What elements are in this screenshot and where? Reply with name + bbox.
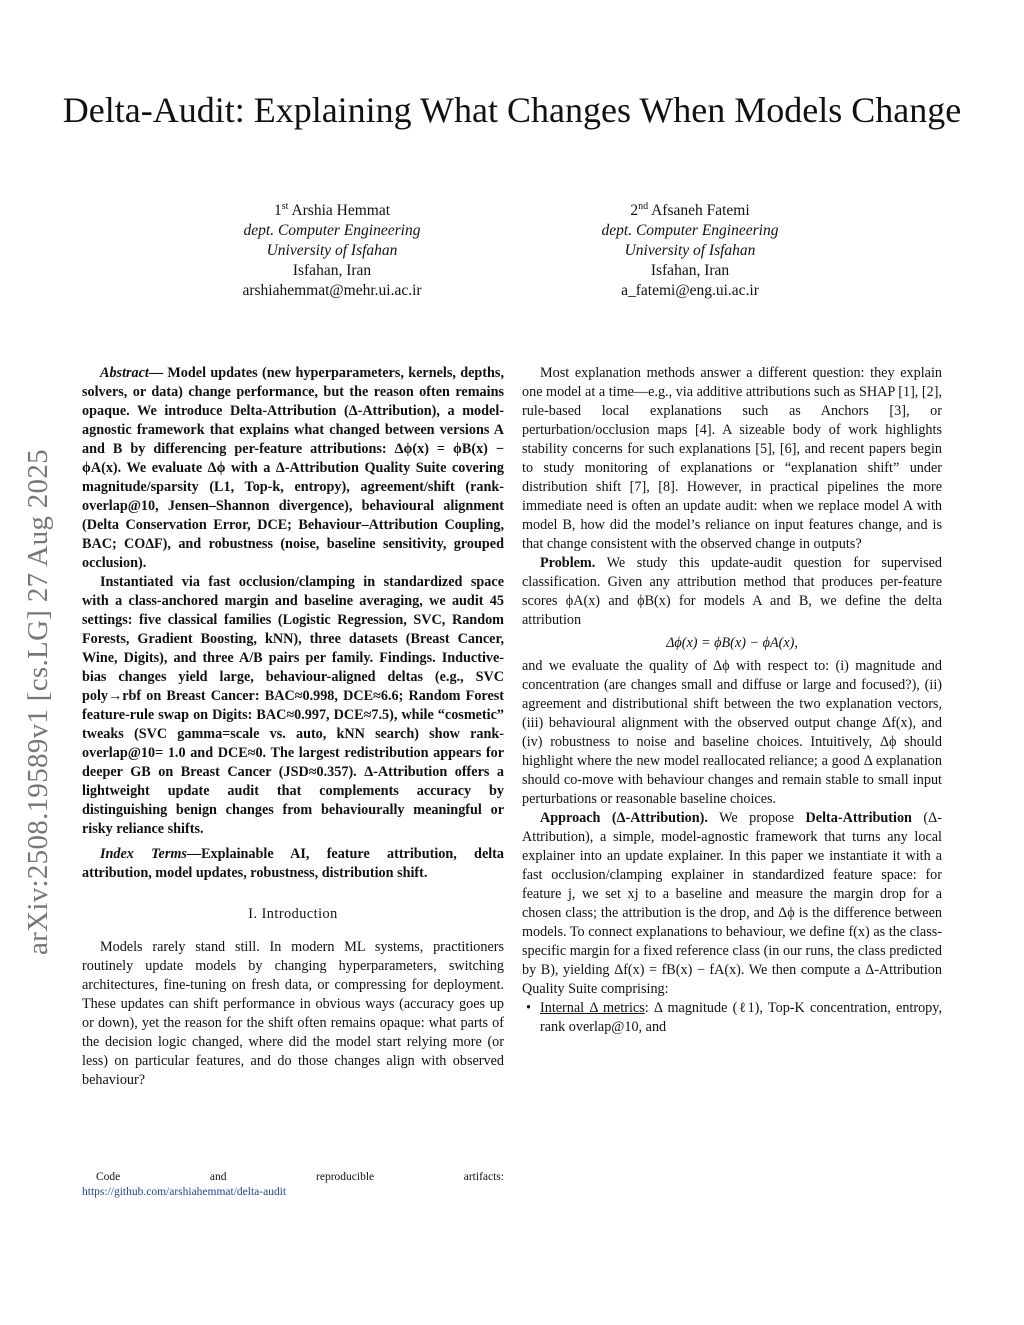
author-name: Afsaneh Fatemi	[651, 202, 750, 219]
author-block-1	[172, 201, 492, 301]
repository-link[interactable]: https://github.com/arshiahemmat/delta-audit	[82, 1186, 287, 1198]
abstract-paragraph-2: Instantiated via fast occlusion/clamping in standardized space with a class-anchored margin and baseline averaging, we audit 45 settings: five classical families (Logistic Regression, SVC, Random Forests, Gradient Boosting, kNN), three datasets (Breast Cancer, Wine, Digits), and three A/B pairs per family. Findings. Inductive-bias changes yield large, behaviour-aligned deltas (e.g., SVC poly→rbf on Breast Cancer: BAC≈0.998, DCE≈6.6; Random Forest feature-rule swap on Digits: BAC≈0.997, DCE≈7.5), while “cosmetic” tweaks (SVC gamma=scale vs. auto, kNN search) show rank-overlap@10= 1.0 and DCE≈0. The largest redistribution appears for deeper GB on Breast Cancer (JSD≈0.357). Δ-Attribution offers a lightweight update audit that complements accuracy by distinguishing benign changes from behaviourally meaningful or risky reliance shifts.	[82, 574, 504, 837]
delta-attribution-equation: Δϕ(x) = ϕB(x) − ϕA(x),	[666, 635, 798, 651]
author-block-2	[530, 201, 850, 301]
author-location: Isfahan, Iran	[650, 262, 730, 279]
index-terms: Index Terms—Explainable AI, feature attribution, delta attribution, model updates, robustness, distribution shift.	[82, 846, 504, 881]
approach-label: Approach (Δ-Attribution).	[540, 810, 708, 826]
intro-paragraph-2: Most explanation methods answer a different question: they explain one model at a time—e.g., via additive attributions such as SHAP [1], [2], rule-based local explanations such as Anchors [3], or perturbation/occlusion maps [4]. A sizeable body of work highlights stability concerns for such explanations [5], [6], and recent papers begin to study monitoring of explanations or “explanation shift” under distribution shift [7], [8]. However, in practical pipelines the more immediate need is often an update audit: when we replace model A with model B, how did the model’s reliance on input features change, and is that change consistent with the observed change in outputs?	[522, 365, 942, 552]
arxiv-stamp: arXiv:2508.19589v1 [cs.LG] 27 Aug 2025	[22, 449, 54, 955]
author-email[interactable]: arshiahemmat@mehr.ui.ac.ir	[242, 282, 422, 299]
list-item: • Internal Δ metrics: Δ magnitude (ℓ1), Top-K concentration, entropy, rank overlap@10, and	[540, 999, 942, 1037]
abstract-label: Abstract	[100, 365, 149, 381]
author-location: Isfahan, Iran	[292, 262, 372, 279]
index-terms-label: Index Terms	[100, 846, 187, 862]
author-university: University of Isfahan	[266, 242, 398, 259]
problem-paragraph: Problem. We study this update-audit question for supervised classification. Given any attribution method that produces per-feature scores ϕA(x) and ϕB(x) for models A and B, we define the delta attribution	[522, 555, 942, 628]
left-column	[82, 364, 504, 1090]
intro-paragraph-1: Models rarely stand still. In modern ML systems, practitioners routinely update models by changing hyperparameters, switching architectures, fine-tuning on fresh data, or compressing for deployment. These updates can shift performance in obvious ways (accuracy goes up or down), yet the reason for the shift often remains opaque: what parts of the decision logic changed, where did the model start relying more (or less) on particular features, and do those changes align with observed behaviour?	[82, 939, 504, 1088]
right-column	[522, 364, 942, 1037]
approach-paragraph: Approach (Δ-Attribution). We propose Delta-Attribution (Δ-Attribution), a simple, model-agnostic framework that turns any local explainer into an update explainer. In this paper we instantiate it with a fast occlusion/clamping explainer in standardized feature space: for feature j, we set xj to a baseline and measure the margin drop for a chosen class; the attribution is the drop, and Δϕ is the difference between models. To connect explanations to behaviour, we define f(x) as the class-specific margin for a fixed reference class (in our runs, the class predicted by B), yielding Δf(x) = fB(x) − fA(x). We then compute a Δ-Attribution Quality Suite comprising:	[522, 810, 942, 997]
author-name-line: 2nd Afsaneh Fatemi	[630, 200, 750, 219]
metric-list	[522, 999, 942, 1037]
author-dept: dept. Computer Engineering	[601, 222, 779, 239]
author-dept: dept. Computer Engineering	[243, 222, 421, 239]
problem-label: Problem.	[540, 555, 596, 571]
author-email[interactable]: a_fatemi@eng.ui.ac.ir	[621, 282, 759, 299]
author-name: Arshia Hemmat	[291, 202, 391, 219]
evaluation-paragraph: and we evaluate the quality of Δϕ with respect to: (i) magnitude and concentration (are changes small and diffuse or large and focused?), (ii) agreement and distributional shift between the two explanation vectors, (iii) behavioural alignment with the observed output change Δf(x), and (iv) robustness to noise and baseline choices. Intuitively, Δϕ should highlight where the new model reallocated reliance; a good Δ explanation should co-move with behaviour changes and remain stable to small input perturbations or reasonable baseline choices.	[522, 658, 942, 807]
footnote: Code and reproducible artifacts: https://github.com/arshiahemmat/delta-audit	[82, 1171, 504, 1198]
section-heading-introduction: I. Introduction	[248, 906, 338, 922]
paper-title: Delta-Audit: Explaining What Changes When Models Change	[62, 90, 962, 130]
author-name-line: 1st Arshia Hemmat	[273, 200, 391, 219]
author-university: University of Isfahan	[624, 242, 756, 259]
abstract-paragraph-1: Abstract— Model updates (new hyperparameters, kernels, depths, solvers, or data) change performance, but the reason often remains opaque. We introduce Delta-Attribution (Δ-Attribution), a model-agnostic framework that explains what changed between versions A and B by differencing per-feature attributions: Δϕ(x) = ϕB(x) − ϕA(x). We evaluate Δϕ with a Δ-Attribution Quality Suite covering magnitude/sparsity (L1, Top-k, entropy), agreement/shift (rank-overlap@10, Jensen–Shannon divergence), behavioural alignment (Delta Conservation Error, DCE; Behaviour–Attribution Coupling, BAC; CO∆F), and robustness (noise, baseline sensitivity, grouped occlusion).	[82, 365, 504, 571]
